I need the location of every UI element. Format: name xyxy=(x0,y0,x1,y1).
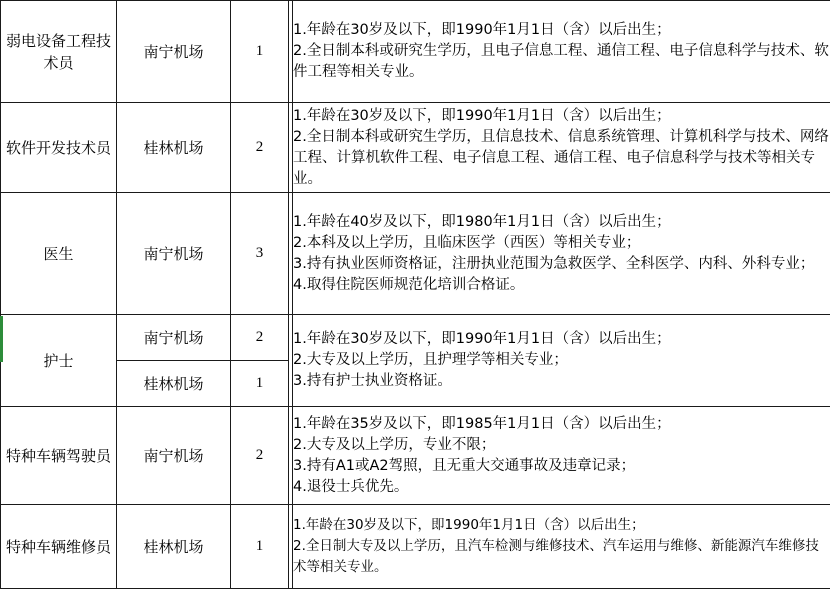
location-cell[interactable]: 南宁机场 xyxy=(117,407,231,505)
location-cell[interactable]: 桂林机场 xyxy=(117,505,231,589)
requirement-line: 2.大专及以上学历，且护理学等相关专业； xyxy=(293,352,568,368)
requirement-line: 1.年龄在30岁及以下，即1990年1月1日（含）以后出生； xyxy=(293,517,645,533)
requirement-line: 4.退役士兵优先。 xyxy=(293,478,409,495)
requirement-line: 1.年龄在30岁及以下，即1990年1月1日（含）以后出生； xyxy=(293,107,671,124)
table-row xyxy=(1,193,830,315)
table-row xyxy=(1,315,830,361)
count-cell[interactable]: 2 xyxy=(231,407,289,505)
requirements-cell[interactable] xyxy=(293,1,830,103)
position-cell[interactable]: 护士 xyxy=(1,315,117,407)
requirements-cell[interactable] xyxy=(293,193,830,315)
requirements-cell[interactable] xyxy=(293,505,830,589)
requirement-line: 1.年龄在30岁及以下，即1990年1月1日（含）以后出生； xyxy=(293,331,671,347)
requirement-line: 2.全日制本科或研究生学历，且信息技术、信息系统管理、计算机科学与技术、网络工程、计算机软件工程、电子信息工程、通信工程、电子信息科学与技术等相关专业。 xyxy=(293,128,829,187)
count-cell[interactable]: 1 xyxy=(231,361,289,407)
count-cell[interactable]: 1 xyxy=(231,1,289,103)
requirements-cell[interactable] xyxy=(293,103,830,193)
requirement-line: 2.全日制本科或研究生学历，且电子信息工程、通信工程、电子信息科学与技术、软件工程等相关专业。 xyxy=(293,43,829,80)
location-cell[interactable]: 南宁机场 xyxy=(117,193,231,315)
requirement-line: 3.持有A1或A2驾照，且无重大交通事故及违章记录； xyxy=(293,457,636,474)
requirement-line: 2.全日制大专及以上学历，且汽车检测与维修技术、汽车运用与维修、新能源汽车维修技术等相关专业。 xyxy=(293,538,819,575)
count-cell[interactable]: 1 xyxy=(231,505,289,589)
table-row xyxy=(1,103,830,193)
requirement-line: 3.持有护士执业资格证。 xyxy=(293,373,452,389)
requirement-line: 4.取得住院医师规范化培训合格证。 xyxy=(293,276,525,293)
location-cell[interactable]: 桂林机场 xyxy=(117,103,231,193)
position-cell[interactable]: 特种车辆驾驶员 xyxy=(1,407,117,505)
position-cell[interactable]: 医生 xyxy=(1,193,117,315)
table-row xyxy=(1,505,830,589)
table-row xyxy=(1,407,830,505)
position-cell[interactable]: 特种车辆维修员 xyxy=(1,505,117,589)
position-cell[interactable]: 软件开发技术员 xyxy=(1,103,117,193)
location-cell[interactable]: 南宁机场 xyxy=(117,1,231,103)
location-cell[interactable]: 南宁机场 xyxy=(117,315,231,361)
selection-indicator xyxy=(0,316,3,362)
count-cell[interactable]: 3 xyxy=(231,193,289,315)
requirement-line: 2.大专及以上学历，专业不限； xyxy=(293,436,496,453)
requirement-line: 2.本科及以上学历，且临床医学（西医）等相关专业； xyxy=(293,234,641,251)
requirement-line: 1.年龄在30岁及以下，即1990年1月1日（含）以后出生； xyxy=(293,22,671,38)
requirement-line: 3.持有执业医师资格证，注册执业范围为急救医学、全科医学、内科、外科专业； xyxy=(293,255,815,272)
position-cell[interactable]: 弱电设备工程技术员 xyxy=(1,1,117,103)
count-cell[interactable]: 2 xyxy=(231,103,289,193)
requirements-cell[interactable] xyxy=(293,407,830,505)
requirements-cell[interactable] xyxy=(293,315,830,407)
requirement-line: 1.年龄在35岁及以下，即1985年1月1日（含）以后出生； xyxy=(293,415,671,432)
requirement-line: 1.年龄在40岁及以下，即1980年1月1日（含）以后出生； xyxy=(293,213,671,230)
table-row xyxy=(1,1,830,103)
location-cell[interactable]: 桂林机场 xyxy=(117,361,231,407)
count-cell[interactable]: 2 xyxy=(231,315,289,361)
